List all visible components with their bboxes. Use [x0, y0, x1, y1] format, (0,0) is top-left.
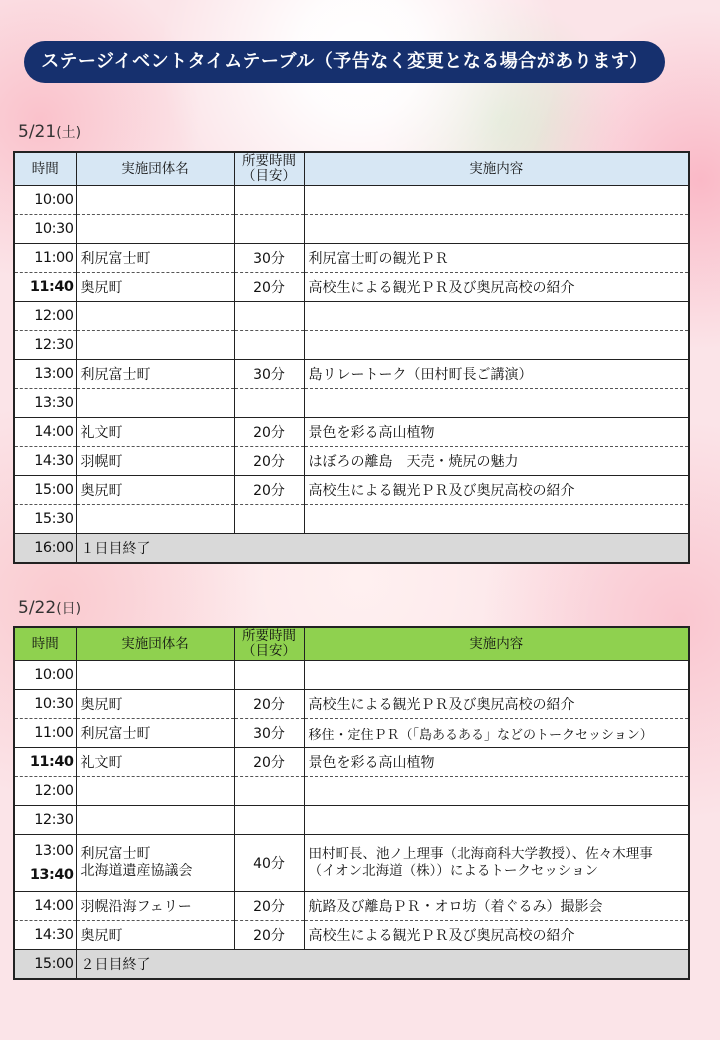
day1-header-row: [14, 152, 689, 186]
content-cell: [304, 302, 689, 331]
time-cell: 12:00: [14, 302, 76, 331]
end-label: １日目終了: [76, 534, 689, 564]
content-cell: 高校生による観光ＰＲ及び奥尻高校の紹介: [304, 476, 689, 505]
day2-timetable: [13, 626, 690, 980]
end-label: ２日目終了: [76, 950, 689, 980]
duration-cell: 20分: [234, 921, 304, 950]
time-cell: 11:00: [14, 719, 76, 748]
time-cell: 15:30: [14, 505, 76, 534]
day2-header-row: [14, 627, 689, 661]
group-cell: 利尻富士町: [76, 360, 234, 389]
content-cell: [304, 835, 689, 892]
header-content: 実施内容: [304, 152, 689, 186]
content-cell: 移住・定住ＰＲ（「島あるある」などのトークセッション）: [304, 719, 689, 748]
day1-date-label: [18, 122, 81, 142]
duration-cell: 30分: [234, 719, 304, 748]
table-row: [14, 892, 689, 921]
table-row: [14, 331, 689, 360]
table-row: [14, 748, 689, 777]
group-cell: 利尻富士町: [76, 719, 234, 748]
duration-cell: [234, 661, 304, 690]
duration-cell: 40分: [234, 835, 304, 892]
table-row: [14, 418, 689, 447]
content-cell: [304, 389, 689, 418]
content-cell: 利尻富士町の観光ＰＲ: [304, 244, 689, 273]
content-cell: [304, 215, 689, 244]
table-row: [14, 719, 689, 748]
duration-cell: 20分: [234, 476, 304, 505]
time-cell: 14:30: [14, 447, 76, 476]
duration-cell: 30分: [234, 360, 304, 389]
duration-cell: 20分: [234, 447, 304, 476]
day1-dow: (土): [56, 125, 82, 141]
table-row: [14, 835, 689, 892]
content-cell: 景色を彩る高山植物: [304, 748, 689, 777]
content-cell: [304, 505, 689, 534]
day2-date-label: [18, 598, 81, 618]
day2-end-row: [14, 950, 689, 980]
header-duration: 所要時間 （目安）: [234, 627, 304, 661]
group-cell: [76, 505, 234, 534]
group-cell: [76, 806, 234, 835]
table-row: [14, 777, 689, 806]
duration-cell: [234, 389, 304, 418]
table-row: [14, 476, 689, 505]
duration-cell: 20分: [234, 690, 304, 719]
group-cell: 奥尻町: [76, 476, 234, 505]
table-row: [14, 215, 689, 244]
day1-timetable: [13, 151, 690, 564]
content-cell: 高校生による観光ＰＲ及び奥尻高校の紹介: [304, 690, 689, 719]
header-time: 時間: [14, 627, 76, 661]
time-cell: 16:00: [14, 534, 76, 564]
duration-cell: 20分: [234, 748, 304, 777]
table-row: [14, 244, 689, 273]
day2-date: 5/22: [18, 598, 57, 618]
day1-date: 5/21: [18, 122, 57, 142]
content-line-2: （イオン北海道（株））によるトークセッション: [308, 863, 599, 879]
duration-cell: [234, 302, 304, 331]
header-group: 実施団体名: [76, 627, 234, 661]
time-cell: 10:00: [14, 186, 76, 215]
table-row: [14, 360, 689, 389]
content-cell: 景色を彩る高山植物: [304, 418, 689, 447]
duration-cell: 20分: [234, 418, 304, 447]
group-cell: 奥尻町: [76, 690, 234, 719]
header-content: 実施内容: [304, 627, 689, 661]
group-cell: 奥尻町: [76, 273, 234, 302]
table-row: [14, 505, 689, 534]
table-row: [14, 186, 689, 215]
duration-cell: 20分: [234, 273, 304, 302]
time-cell: 10:30: [14, 215, 76, 244]
time-cell: 12:00: [14, 777, 76, 806]
group-cell: [76, 186, 234, 215]
time-start: 13:00: [34, 843, 74, 859]
content-cell: [304, 661, 689, 690]
time-cell: 15:00: [14, 476, 76, 505]
duration-cell: [234, 505, 304, 534]
duration-cell: [234, 777, 304, 806]
duration-cell: [234, 215, 304, 244]
group-cell: [76, 661, 234, 690]
table-row: [14, 690, 689, 719]
group-line-2: 北海道遺産協議会: [80, 863, 193, 879]
time-cell: 10:00: [14, 661, 76, 690]
duration-cell: 30分: [234, 244, 304, 273]
duration-cell: [234, 331, 304, 360]
content-cell: [304, 806, 689, 835]
content-cell: 高校生による観光ＰＲ及び奥尻高校の紹介: [304, 921, 689, 950]
group-cell: [76, 331, 234, 360]
group-cell: 羽幌沿海フェリー: [76, 892, 234, 921]
time-cell: 11:40: [14, 748, 76, 777]
table-row: [14, 447, 689, 476]
time-cell: [14, 835, 76, 892]
group-cell: 利尻富士町: [76, 244, 234, 273]
group-cell: 礼文町: [76, 748, 234, 777]
table-row: [14, 273, 689, 302]
table-row: [14, 661, 689, 690]
group-cell: 礼文町: [76, 418, 234, 447]
time-cell: 14:00: [14, 892, 76, 921]
duration-cell: [234, 186, 304, 215]
content-cell: 高校生による観光ＰＲ及び奥尻高校の紹介: [304, 273, 689, 302]
header-group: 実施団体名: [76, 152, 234, 186]
duration-cell: [234, 806, 304, 835]
time-cell: 13:00: [14, 360, 76, 389]
day1-end-row: [14, 534, 689, 564]
time-cell: 12:30: [14, 331, 76, 360]
table-row: [14, 921, 689, 950]
group-cell: [76, 302, 234, 331]
content-cell: はぼろの離島 天売・焼尻の魅力: [304, 447, 689, 476]
day2-dow: (日): [56, 601, 82, 617]
time-end: 13:40: [29, 867, 74, 883]
group-cell: [76, 835, 234, 892]
content-cell: [304, 331, 689, 360]
content-cell: [304, 186, 689, 215]
group-line-1: 利尻富士町: [80, 846, 151, 862]
time-cell: 12:30: [14, 806, 76, 835]
time-cell: 14:30: [14, 921, 76, 950]
table-row: [14, 806, 689, 835]
page-title-banner: ステージイベントタイムテーブル（予告なく変更となる場合があります）: [24, 41, 665, 83]
content-line-1: 田村町長、池ノ上理事（北海商科大学教授）、佐々木理事: [308, 846, 653, 862]
group-cell: 羽幌町: [76, 447, 234, 476]
header-duration: 所要時間 （目安）: [234, 152, 304, 186]
time-cell: 11:40: [14, 273, 76, 302]
group-cell: 奥尻町: [76, 921, 234, 950]
time-cell: 14:00: [14, 418, 76, 447]
content-cell: 島リレートーク（田村町長ご講演）: [304, 360, 689, 389]
group-cell: [76, 215, 234, 244]
time-cell: 15:00: [14, 950, 76, 980]
time-cell: 10:30: [14, 690, 76, 719]
header-time: 時間: [14, 152, 76, 186]
group-cell: [76, 777, 234, 806]
duration-cell: 20分: [234, 892, 304, 921]
group-cell: [76, 389, 234, 418]
content-cell: [304, 777, 689, 806]
table-row: [14, 302, 689, 331]
time-cell: 13:30: [14, 389, 76, 418]
time-cell: 11:00: [14, 244, 76, 273]
content-cell: 航路及び離島ＰＲ・オロ坊（着ぐるみ）撮影会: [304, 892, 689, 921]
table-row: [14, 389, 689, 418]
